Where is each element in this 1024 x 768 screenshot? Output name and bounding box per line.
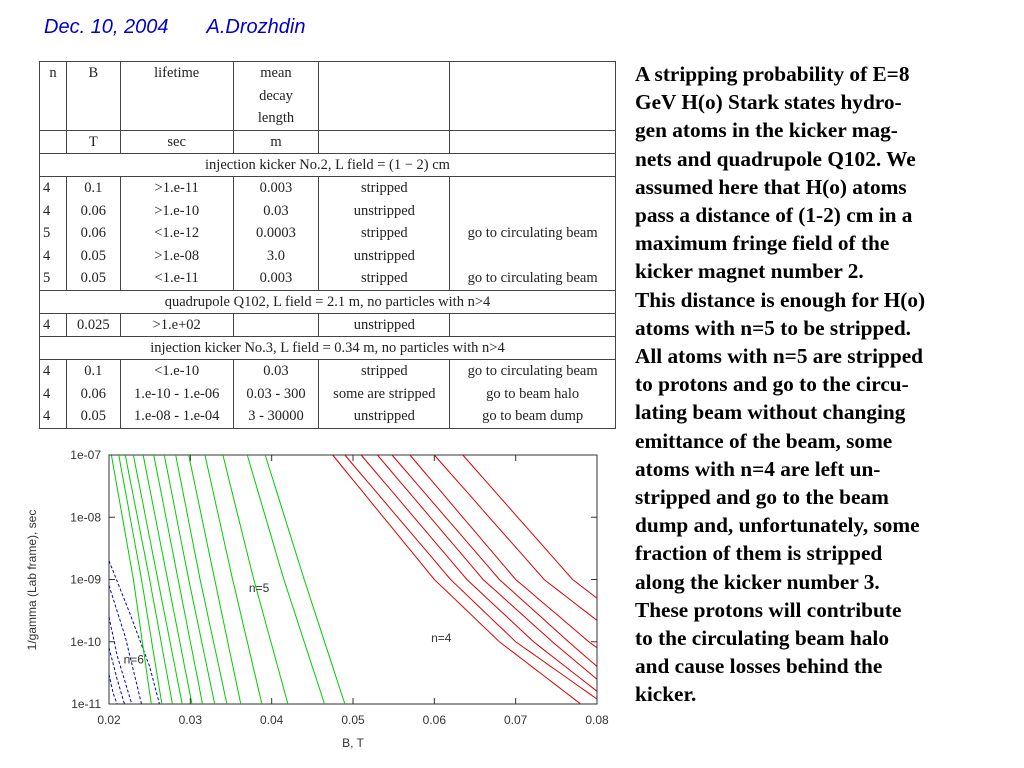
table-value — [453, 314, 612, 337]
x-axis-label: B, T — [342, 736, 364, 750]
table-value: 1.e-08 - 1.e-04 — [133, 408, 220, 424]
table-value: 5 — [43, 270, 51, 286]
table-value: 0.05 — [80, 247, 107, 264]
table-value: 0.03 — [263, 363, 289, 379]
curve-label: n=5 — [248, 580, 270, 595]
section-title: injection kicker No.3, L field = 0.34 m, no particles with n>4 — [40, 337, 616, 360]
table-column-mean — [233, 177, 319, 291]
table-value: unstripped — [353, 247, 415, 264]
table-column-B — [66, 360, 120, 429]
table-value: unstripped — [353, 316, 415, 333]
series-line-n4 — [463, 455, 597, 598]
table-column-fate — [450, 177, 616, 291]
table-column-state — [319, 177, 450, 291]
series-line-n6 — [109, 648, 125, 704]
table-value: 0.003 — [259, 180, 293, 196]
lifetime-chart — [0, 440, 630, 768]
table-column-B — [66, 177, 120, 291]
slide-header — [44, 16, 305, 39]
table-unit-cell: m — [233, 130, 319, 154]
description-line: fraction of them is stripped — [635, 541, 883, 566]
x-tick-label: 0.07 — [503, 713, 528, 727]
table-value: >1.e+02 — [152, 316, 201, 333]
table-value: 3.0 — [266, 247, 286, 264]
description-line: stripped and go to the beam — [635, 485, 889, 510]
plot-frame — [109, 455, 597, 704]
series-line-n5 — [111, 455, 151, 704]
description-line: and cause losses behind the — [635, 654, 883, 679]
table-header-row — [40, 62, 616, 131]
description-line: All atoms with n=5 are stripped — [635, 344, 924, 369]
y-tick-label: 1e-08 — [70, 510, 101, 525]
x-tick-label: 0.04 — [259, 713, 284, 727]
table-column-lifetime — [120, 360, 233, 429]
section-title: quadrupole Q102, L field = 2.1 m, no particles with n>4 — [40, 290, 616, 313]
header-line: length — [257, 110, 295, 126]
description-line: A stripping probability of E=8 — [635, 62, 910, 86]
table-value: unstripped — [353, 408, 415, 424]
series-line-n4 — [377, 455, 597, 679]
table-column-state — [319, 313, 450, 337]
description-line: emittance of the beam, some — [635, 428, 893, 453]
table-value: 0.03 — [263, 202, 289, 219]
table-column-lifetime — [120, 177, 233, 291]
table-value: >1.e-10 — [154, 202, 200, 219]
section-title: injection kicker No.2, L field = (1 − 2) cm — [40, 154, 616, 177]
x-tick-label: 0.03 — [178, 713, 203, 727]
series-line-n6 — [109, 674, 117, 704]
table-section-row — [40, 337, 616, 360]
description-line: pass a distance of (1-2) cm in a — [635, 203, 913, 228]
table-value: stripped — [360, 363, 408, 379]
series-line-n4 — [410, 455, 597, 648]
table-value: >1.e-11 — [154, 180, 199, 196]
x-tick-label: 0.06 — [422, 713, 447, 727]
description-line: maximum fringe field of the — [635, 231, 890, 256]
table-value — [453, 200, 612, 223]
table-value: 3 - 30000 — [248, 408, 304, 424]
table-value: stripped — [360, 180, 408, 196]
table-value: >1.e-08 — [154, 247, 200, 264]
description-line: This distance is enough for H(o) — [635, 287, 926, 312]
series-line-n4 — [434, 455, 597, 620]
table-column-fate — [450, 313, 616, 337]
table-header-cell — [66, 62, 120, 131]
table-value: some are stripped — [333, 385, 436, 402]
table-header-cell — [40, 62, 67, 131]
header-line: lifetime — [154, 65, 200, 81]
y-tick-label: 1e-09 — [70, 572, 101, 587]
header-line: decay — [259, 87, 293, 104]
table-header-cell — [233, 62, 319, 131]
header-line: mean — [260, 65, 292, 81]
table-column-state — [319, 360, 450, 429]
description-line: dump and, unfortunately, some — [635, 513, 920, 538]
table-column-mean — [233, 313, 319, 337]
table-value: 4 — [43, 316, 51, 333]
table-value: <1.e-10 — [154, 363, 200, 379]
series-line-n5 — [154, 455, 203, 704]
table-header-cell — [120, 62, 233, 131]
table-value: go to beam dump — [482, 408, 584, 424]
table-value: 0.06 — [80, 385, 107, 402]
description-line: assumed here that H(o) atoms — [635, 174, 907, 199]
table-value: go to circulating beam — [467, 270, 598, 286]
stripping-table — [39, 61, 616, 429]
table-unit-cell — [319, 130, 450, 154]
y-axis-label: 1/gamma (Lab frame), sec — [25, 509, 39, 651]
table-value: stripped — [360, 225, 408, 241]
table-value: 4 — [43, 247, 51, 264]
table-value: go to beam halo — [486, 385, 580, 402]
description-line: atoms with n=4 are left un- — [635, 456, 881, 481]
description-line: atoms with n=5 to be stripped. — [635, 315, 911, 340]
table-value: 1.e-10 - 1.e-06 — [133, 385, 220, 402]
table-header-cell — [319, 62, 450, 131]
header-date: Dec. 10, 2004 — [44, 16, 169, 38]
table-value: <1.e-11 — [154, 270, 199, 286]
curve-label: n=6 — [123, 652, 144, 667]
table-value: 0.1 — [84, 180, 103, 196]
curve-label: n=4 — [431, 630, 452, 645]
table-column-n — [40, 360, 67, 429]
table-value — [453, 177, 612, 200]
series-line-n5 — [125, 455, 172, 704]
table-value: 0.03 - 300 — [246, 385, 306, 402]
table-row-block — [40, 177, 616, 291]
x-tick-label: 0.02 — [97, 713, 121, 727]
table-column-B — [66, 313, 120, 337]
table-value: 4 — [43, 385, 51, 402]
description-line: lating beam without changing — [635, 400, 906, 425]
table-value: stripped — [360, 270, 408, 286]
table-value: 4 — [43, 202, 51, 219]
table-column-lifetime — [120, 313, 233, 337]
table-unit-cell — [450, 130, 616, 154]
series-line-n4 — [392, 455, 597, 667]
description-line: along the kicker number 3. — [635, 569, 880, 594]
header-line: n — [49, 65, 57, 81]
table-section-row — [40, 154, 616, 177]
table-value: 5 — [43, 225, 51, 241]
header-line: B — [88, 65, 99, 81]
table-unit-cell: sec — [120, 130, 233, 154]
table-row-block — [40, 360, 616, 429]
table-section-row — [40, 290, 616, 313]
y-tick-label: 1e-10 — [70, 634, 101, 649]
table-value: unstripped — [353, 202, 415, 219]
table-value: 0.1 — [84, 363, 103, 379]
table-value: <1.e-12 — [154, 225, 200, 241]
series-line-n5 — [133, 455, 182, 704]
table-row-block — [40, 313, 616, 337]
description-line: kicker magnet number 2. — [635, 259, 864, 284]
header-author: A.Drozhdin — [206, 16, 306, 38]
description-line: to the circulating beam halo — [635, 626, 889, 651]
table-header-cell — [450, 62, 616, 131]
series-line-n5 — [247, 455, 324, 704]
series-line-n5 — [176, 455, 227, 704]
description-line: gen atoms in the kicker mag- — [635, 118, 898, 143]
series-line-n5 — [143, 455, 192, 704]
description-line: to protons and go to the circu- — [635, 372, 909, 397]
table-column-n — [40, 313, 67, 337]
table-value: 4 — [43, 408, 51, 424]
table-unit-cell: T — [66, 130, 120, 154]
x-tick-label: 0.05 — [341, 713, 365, 727]
table-value: 0.06 — [80, 225, 107, 241]
table-value: 0.003 — [259, 270, 293, 286]
description-line: kicker. — [635, 682, 697, 707]
table-value: 4 — [43, 180, 51, 196]
table-column-mean — [233, 360, 319, 429]
series-line-n4 — [345, 455, 597, 699]
table-column-n — [40, 177, 67, 291]
table-value: go to circulating beam — [467, 363, 598, 379]
x-tick-label: 0.08 — [585, 713, 609, 727]
table-value — [453, 245, 612, 268]
series-line-n4 — [361, 455, 597, 691]
table-unit-cell — [40, 130, 67, 154]
series-line-n5 — [164, 455, 214, 704]
y-tick-label: 1e-11 — [71, 697, 101, 711]
table-value: 0.025 — [77, 316, 110, 333]
table-value: go to circulating beam — [467, 225, 598, 241]
table-column-fate — [450, 360, 616, 429]
table-value — [237, 314, 316, 337]
table-value: 0.05 — [80, 408, 107, 424]
table-value: 0.06 — [80, 202, 107, 219]
description-line: These protons will contribute — [635, 597, 902, 622]
description-text — [635, 60, 1024, 709]
description-line: GeV H(o) Stark states hydro- — [635, 90, 902, 115]
y-tick-label: 1e-07 — [70, 448, 101, 462]
table-value: 4 — [43, 363, 51, 379]
table-value: 0.05 — [80, 270, 107, 286]
description-line: nets and quadrupole Q102. We — [635, 146, 916, 171]
table-value: 0.0003 — [256, 225, 296, 241]
table-units-row — [40, 130, 616, 154]
series-line-n5 — [265, 455, 345, 704]
